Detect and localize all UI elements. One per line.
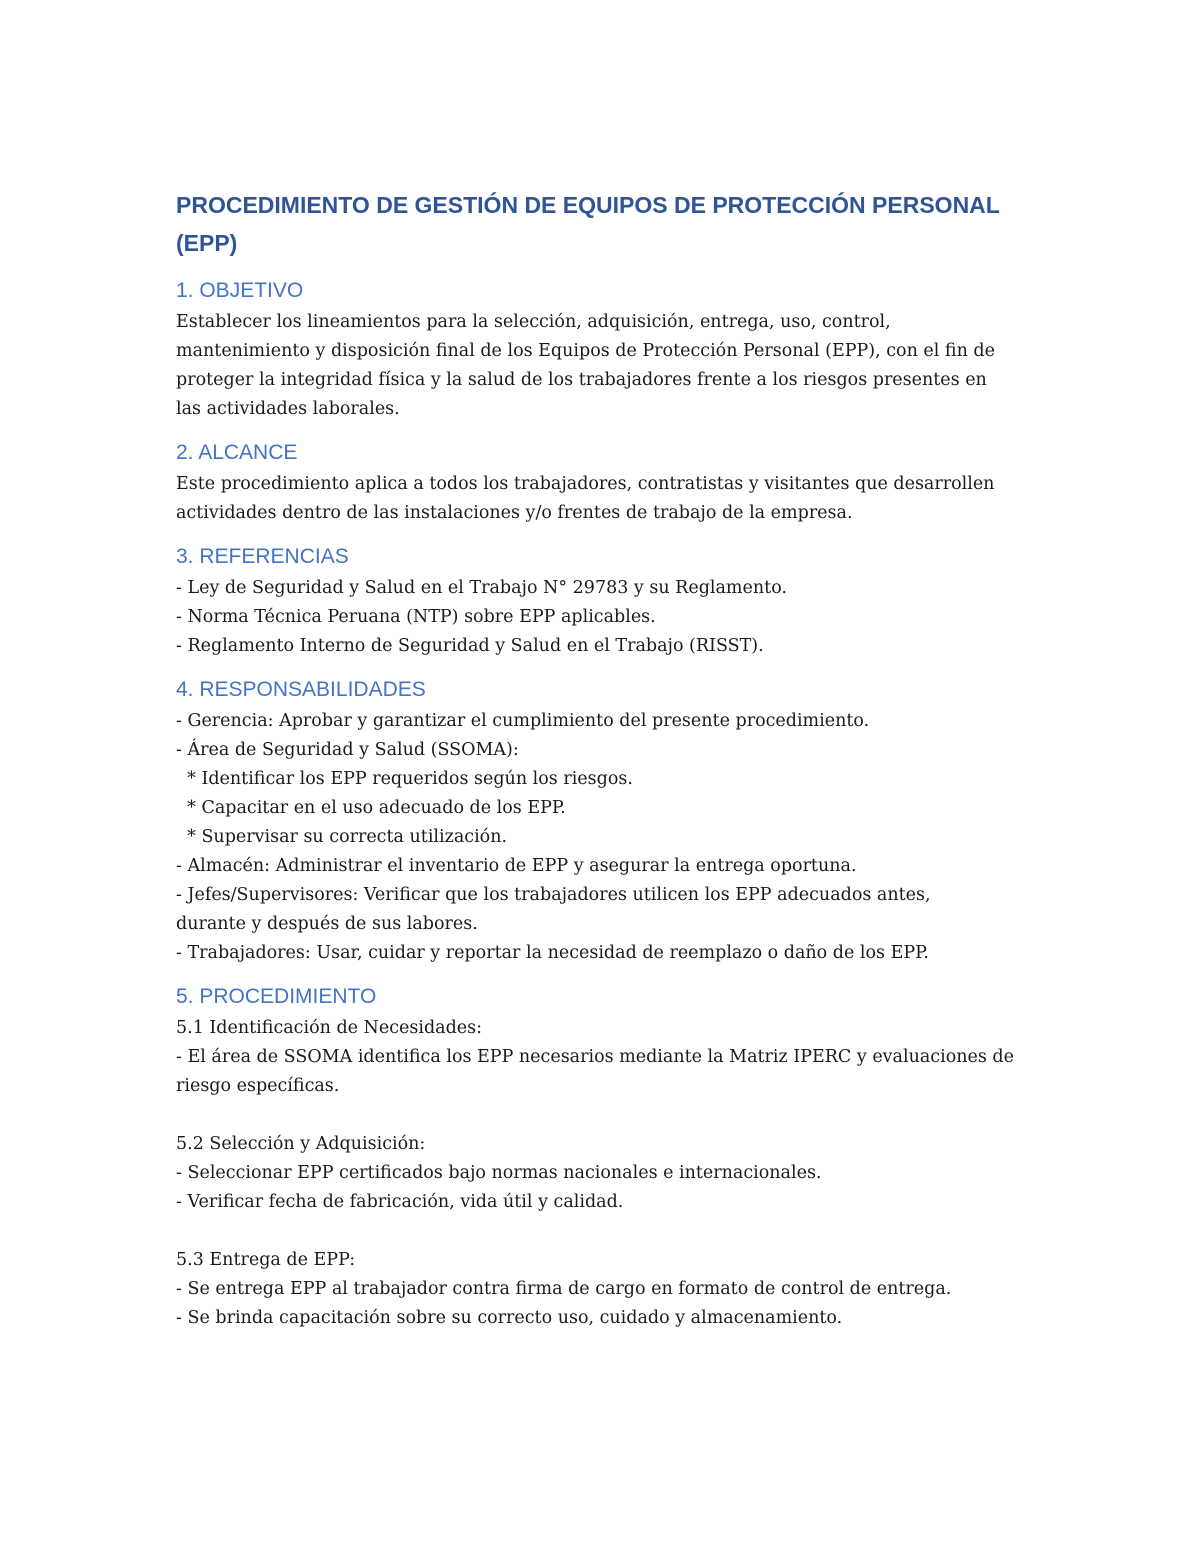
- paragraph-line: Establecer los lineamientos para la selección, adquisición, entrega, uso, control,: [176, 312, 891, 332]
- title-line-1: PROCEDIMIENTO DE GESTIÓN DE EQUIPOS DE PROTECCIÓN PERSONAL: [176, 192, 1000, 218]
- subsection-title: 5.3 Entrega de EPP:: [176, 1250, 356, 1270]
- title-line-2: (EPP): [176, 230, 238, 256]
- list-item: - Trabajadores: Usar, cuidar y reportar la necesidad de reemplazo o daño de los EPP.: [176, 943, 929, 963]
- list-item-continuation: riesgo específicas.: [176, 1076, 340, 1096]
- spacer: [176, 1101, 1036, 1130]
- paragraph-line: mantenimiento y disposición final de los Equipos de Protección Personal (EPP), con el fin de: [176, 341, 995, 361]
- subsection-title: 5.1 Identificación de Necesidades:: [176, 1018, 483, 1038]
- list-item: - Almacén: Administrar el inventario de EPP y asegurar la entrega oportuna.: [176, 856, 857, 876]
- list-item: - Área de Seguridad y Salud (SSOMA):: [176, 740, 519, 760]
- list-item: - Se brinda capacitación sobre su correcto uso, cuidado y almacenamiento.: [176, 1308, 843, 1328]
- list-item: - Se entrega EPP al trabajador contra firma de cargo en formato de control de entrega.: [176, 1279, 952, 1299]
- list-item: - Norma Técnica Peruana (NTP) sobre EPP aplicables.: [176, 607, 656, 627]
- section-heading-alcance: 2. ALCANCE: [176, 441, 298, 464]
- paragraph-line: proteger la integridad física y la salud de los trabajadores frente a los riesgos presentes en: [176, 370, 987, 390]
- paragraph-line: actividades dentro de las instalaciones y/o frentes de trabajo de la empresa.: [176, 503, 853, 523]
- list-item: - El área de SSOMA identifica los EPP necesarios mediante la Matriz IPERC y evaluaciones de: [176, 1047, 1014, 1067]
- list-item: - Verificar fecha de fabricación, vida útil y calidad.: [176, 1192, 624, 1212]
- spacer: [176, 1217, 1036, 1246]
- section-heading-objetivo: 1. OBJETIVO: [176, 279, 304, 302]
- sub-list-item: * Supervisar su correcta utilización.: [176, 827, 508, 847]
- list-item: - Gerencia: Aprobar y garantizar el cumplimiento del presente procedimiento.: [176, 711, 870, 731]
- paragraph-line: las actividades laborales.: [176, 399, 400, 419]
- document-title: [176, 186, 1036, 262]
- sub-list-item: * Identificar los EPP requeridos según los riesgos.: [176, 769, 633, 789]
- list-item: - Jefes/Supervisores: Verificar que los trabajadores utilicen los EPP adecuados antes,: [176, 885, 931, 905]
- paragraph-line: Este procedimiento aplica a todos los trabajadores, contratistas y visitantes que desarrollen: [176, 474, 995, 494]
- list-item: - Ley de Seguridad y Salud en el Trabajo N° 29783 y su Reglamento.: [176, 578, 787, 598]
- list-item: - Reglamento Interno de Seguridad y Salud en el Trabajo (RISST).: [176, 636, 764, 656]
- section-heading-referencias: 3. REFERENCIAS: [176, 545, 349, 568]
- section-heading-procedimiento: 5. PROCEDIMIENTO: [176, 985, 377, 1008]
- list-item: - Seleccionar EPP certificados bajo normas nacionales e internacionales.: [176, 1163, 822, 1183]
- section-heading-responsabilidades: 4. RESPONSABILIDADES: [176, 678, 426, 701]
- subsection-title: 5.2 Selección y Adquisición:: [176, 1134, 426, 1154]
- document-page: [176, 186, 1036, 1333]
- sub-list-item: * Capacitar en el uso adecuado de los EPP.: [176, 798, 566, 818]
- list-item-continuation: durante y después de sus labores.: [176, 914, 478, 934]
